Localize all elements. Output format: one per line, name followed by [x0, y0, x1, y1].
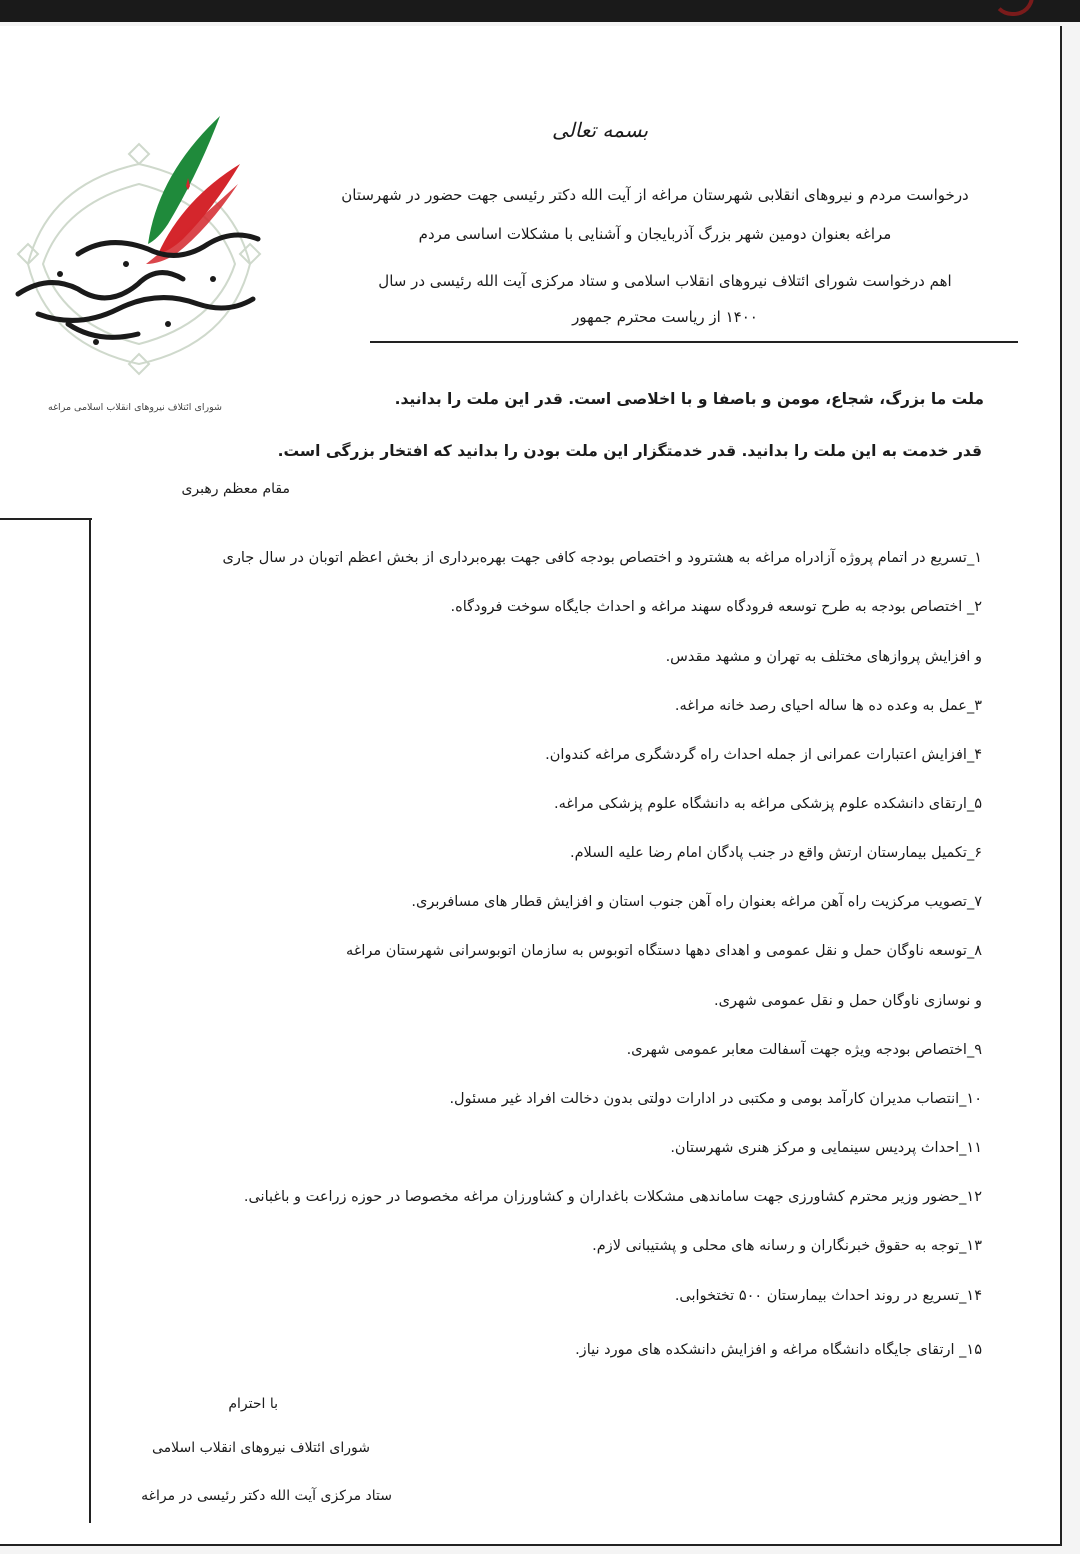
list-item: ۱۰_انتصاب مدیران کارآمد بومی و مکتبی در ادارات دولتی بدون دخالت افراد غیر مسئول. [449, 1091, 982, 1107]
list-item: ۱_تسریع در اتمام پروژه آزادراه مراغه به هشترود و اختصاص بودجه کافی جهت بهره‌برداری از بخش اعظم اتوبان در سال جاری [222, 550, 982, 566]
header-line-2: مراغه بعنوان دومین شهر بزرگ آذربایجان و آشنایی با مشکلات اساسی مردم [418, 225, 892, 243]
header-line-3: اهم درخواست شورای ائتلاف نیروهای انقلاب اسلامی و ستاد مرکزی آیت الله رئیسی در سال [378, 272, 952, 290]
bismillah-heading: بسمه تعالی [551, 118, 649, 142]
list-item: و افزایش پروازهای مختلف به تهران و مشهد مقدس. [665, 649, 982, 665]
list-item: ۶_تکمیل بیمارستان ارتش واقع در جنب پادگان امام رضا علیه السلام. [569, 845, 982, 861]
list-item: ۱۲_حضور وزیر محترم کشاورزی جهت ساماندهی مشکلات باغداران و کشاورزان مراغه مخصوصا در حوزه زراعت و باغبانی. [243, 1189, 982, 1205]
document-page [0, 26, 1062, 1546]
list-item: ۳_عمل به وعده ده ها ساله احیای رصد خانه مراغه. [674, 698, 982, 714]
quote-line-1: ملت ما بزرگ، شجاع، مومن و باصفا و با اخلاصی است. قدر این ملت را بدانید. [394, 390, 984, 408]
list-item: ۱۴_تسریع در روند احداث بیمارستان ۵۰۰ تختخوابی. [674, 1288, 982, 1304]
corner-arc-icon [992, 0, 1034, 16]
list-item: ۱۵_ ارتقای جایگاه دانشگاه مراغه و افزایش دانشکده های مورد نیاز. [575, 1342, 982, 1358]
list-item: ۹_اختصاص بودجه ویژه جهت آسفالت معابر عمومی شهری. [626, 1042, 982, 1058]
top-bar [0, 0, 1080, 22]
coalition-logo [8, 114, 270, 384]
header-line-4: ۱۴۰۰ از ریاست محترم جمهور [572, 308, 758, 326]
list-item: ۷_تصویب مرکزیت راه آهن مراغه بعنوان راه آهن جنوب استان و افزایش قطار های مسافربری. [411, 894, 982, 910]
list-item: ۲_ اختصاص بودجه به طرح توسعه فرودگاه سهند مراغه و احداث جایگاه سوخت فرودگاه. [450, 599, 982, 615]
logo-caption: شورای ائتلاف نیروهای انقلاب اسلامی مراغه [48, 402, 222, 413]
list-item: ۵_ارتقای دانشکده علوم پزشکی مراغه به دانشگاه علوم پزشکی مراغه. [554, 796, 982, 812]
closing-regards: با احترام [228, 1396, 278, 1412]
vertical-divider [89, 518, 91, 1523]
list-item: ۱۱_احداث پردیس سینمایی و مرکز هنری شهرستان. [670, 1140, 982, 1156]
list-item: و نوسازی ناوگان حمل و نقل عمومی شهری. [714, 993, 982, 1009]
closing-signatory-2: ستاد مرکزی آیت الله دکتر رئیسی در مراغه [141, 1488, 392, 1504]
quote-line-2: قدر خدمت به این ملت را بدانید. قدر خدمتگزار این ملت بودن را بدانید که افتخار بزرگی است. [277, 442, 982, 460]
left-divider [0, 518, 92, 520]
header-line-1: درخواست مردم و نیروهای انقلابی شهرستان مراغه از آیت الله دکتر رئیسی جهت حضور در شهرستان [341, 186, 969, 204]
closing-signatory-1: شورای ائتلاف نیروهای انقلاب اسلامی [151, 1440, 370, 1456]
list-item: ۱۳_توجه به حقوق خبرنگاران و رسانه های محلی و پشتیبانی لازم. [592, 1238, 982, 1254]
quote-attribution: مقام معظم رهبری [181, 481, 290, 497]
list-item: ۴_افزایش اعتبارات عمرانی از جمله احداث راه گردشگری مراغه کندوان. [545, 747, 982, 763]
header-divider [370, 341, 1018, 343]
list-item: ۸_توسعه ناوگان حمل و نقل عمومی و اهدای دهها دستگاه اتوبوس به سازمان اتوبوسرانی شهرستان مراغه [346, 943, 982, 959]
